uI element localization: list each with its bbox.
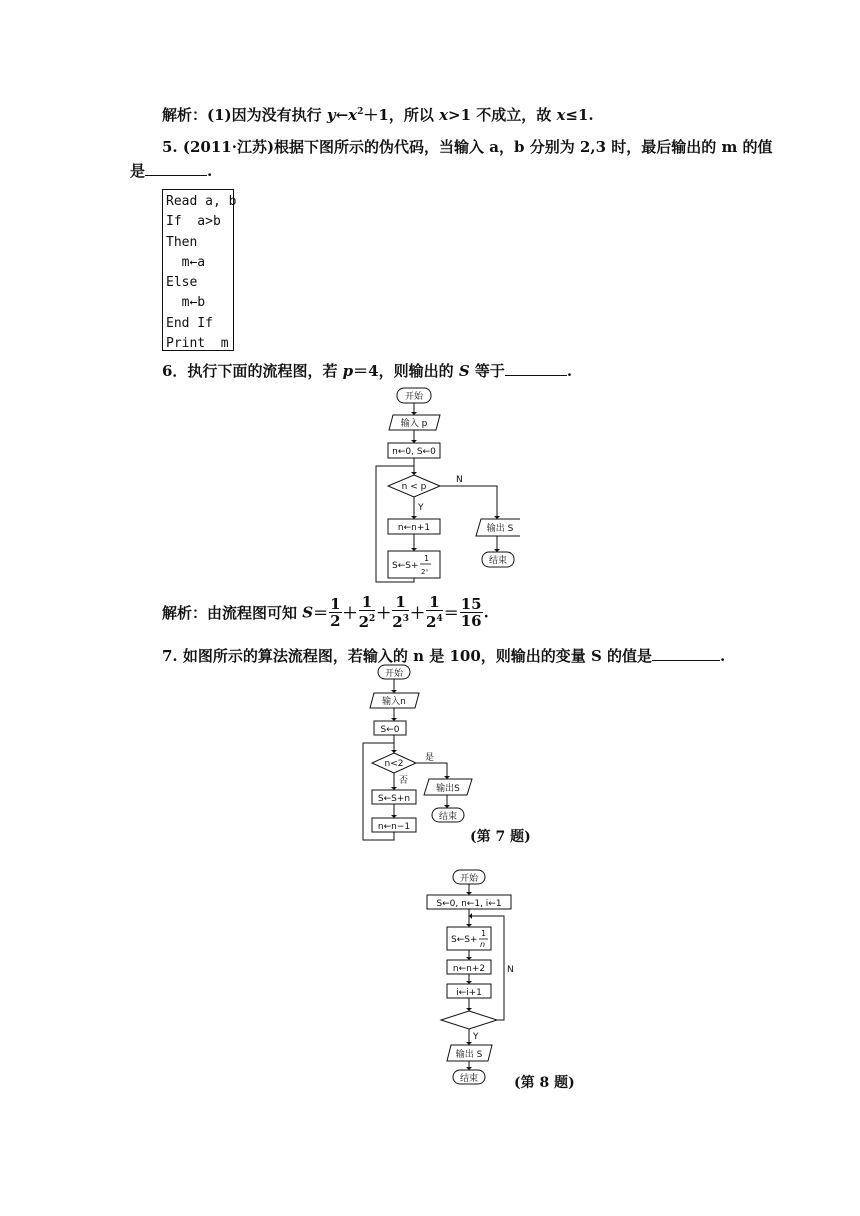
flow-start-label: 开始 bbox=[384, 669, 404, 679]
flow-start-label: 开始 bbox=[404, 392, 424, 402]
flow-step2-label: n←n−1 bbox=[377, 822, 411, 832]
flow-no-label: 否 bbox=[399, 776, 409, 786]
flow-step3-label: i←i+1 bbox=[456, 988, 482, 998]
flow-yes-label: Y bbox=[418, 503, 424, 513]
pseudo-code-box bbox=[162, 189, 237, 352]
flow-init-label: S←0 bbox=[380, 725, 400, 735]
fraction: $\frac{1}{2^2}$ bbox=[358, 593, 376, 631]
code-line: Print m bbox=[166, 336, 229, 352]
question-5-line1: 5. (2011·江苏)根据下图所示的伪代码，当输入 a，b 分别为 2,3 时，最后输出的 m 的值 bbox=[162, 138, 773, 156]
fraction: $\frac{1}{2}$ bbox=[330, 594, 341, 630]
code-line: m←b bbox=[166, 295, 206, 311]
flow-condition-label: n < p bbox=[401, 482, 427, 492]
flow-no-label: N bbox=[507, 965, 514, 975]
flow-input-label: 输入 p bbox=[400, 419, 428, 429]
flow-step2-den: 2ⁿ bbox=[421, 568, 429, 576]
flow-condition bbox=[441, 1011, 497, 1029]
caption-q7: (第 7 题) bbox=[470, 829, 531, 845]
flow-output-label: 输出S bbox=[436, 784, 460, 794]
flow-end-label: 结束 bbox=[488, 556, 508, 566]
flow-yes-label: Y bbox=[473, 1032, 479, 1042]
flow-step1-num: 1 bbox=[481, 929, 487, 938]
analysis-label: 解析： bbox=[162, 106, 208, 124]
question-5-line2: 是 . bbox=[130, 162, 213, 180]
code-line: Then bbox=[166, 234, 198, 250]
fraction: $\frac{1}{2^4}$ bbox=[426, 593, 443, 631]
flow-step1-label: S←S+ bbox=[451, 935, 478, 945]
fraction: $\frac{1}{2^3}$ bbox=[392, 593, 409, 631]
flow-step2-num: 1 bbox=[424, 554, 430, 563]
flowchart-q6 bbox=[360, 385, 520, 585]
flowchart-q8 bbox=[420, 866, 535, 1088]
fraction-result: $\frac{15}{16}$ bbox=[460, 594, 482, 630]
flow-start-label: 开始 bbox=[459, 874, 479, 884]
flow-condition-label: n<2 bbox=[384, 759, 404, 769]
code-line: Read a, b bbox=[166, 194, 237, 209]
flow-input-label: 输入n bbox=[382, 697, 406, 707]
code-line: If a>b bbox=[166, 214, 221, 230]
analysis-6: 解析：由流程图可知 S＝ $\frac{1}{2}$ ＋ $\frac{1}{2^2}$ ＋ $\frac{1}{2^3}$ ＋ $\frac{1}{2^4}$ ＝ $\frac{15}{16}$ . bbox=[162, 593, 489, 631]
caption-q8: (第 8 题) bbox=[514, 1075, 575, 1091]
answer-blank bbox=[505, 363, 567, 376]
flow-step1-label: n←n+1 bbox=[397, 523, 431, 533]
analysis-4: 解析：(1)因为没有执行 $y\leftarrow x^2+1$，所以 x>1 不成立，故 x≤1. bbox=[162, 106, 594, 124]
code-line: m←a bbox=[166, 254, 206, 270]
flow-end-label: 结束 bbox=[438, 812, 458, 822]
flow-step2-label: n←n+2 bbox=[452, 964, 486, 974]
flow-output-label: 输出 S bbox=[455, 1050, 483, 1060]
flowchart-q7 bbox=[355, 662, 475, 847]
flow-step1-label: S←S+n bbox=[377, 794, 411, 804]
code-line: Else bbox=[166, 275, 198, 291]
flow-output-label: 输出 S bbox=[486, 524, 514, 534]
question-7: 7. 如图所示的算法流程图，若输入的 n 是 100，则输出的变量 S 的值是 . bbox=[162, 647, 726, 665]
flow-init-label: n←0, S←0 bbox=[392, 447, 436, 457]
question-6: 6．执行下面的流程图，若 p＝4，则输出的 S 等于 . bbox=[162, 362, 573, 380]
flow-no-label: N bbox=[456, 475, 463, 485]
answer-blank bbox=[145, 163, 207, 176]
code-line: End If bbox=[166, 315, 213, 331]
flow-end-label: 结束 bbox=[459, 1074, 479, 1084]
flow-yes-label: 是 bbox=[425, 753, 435, 763]
answer-blank bbox=[652, 648, 720, 661]
flow-step1-den: n bbox=[480, 940, 486, 949]
flow-step2-label: S←S+ bbox=[392, 561, 419, 571]
flow-init-label: S←0, n←1, i←1 bbox=[436, 899, 502, 909]
